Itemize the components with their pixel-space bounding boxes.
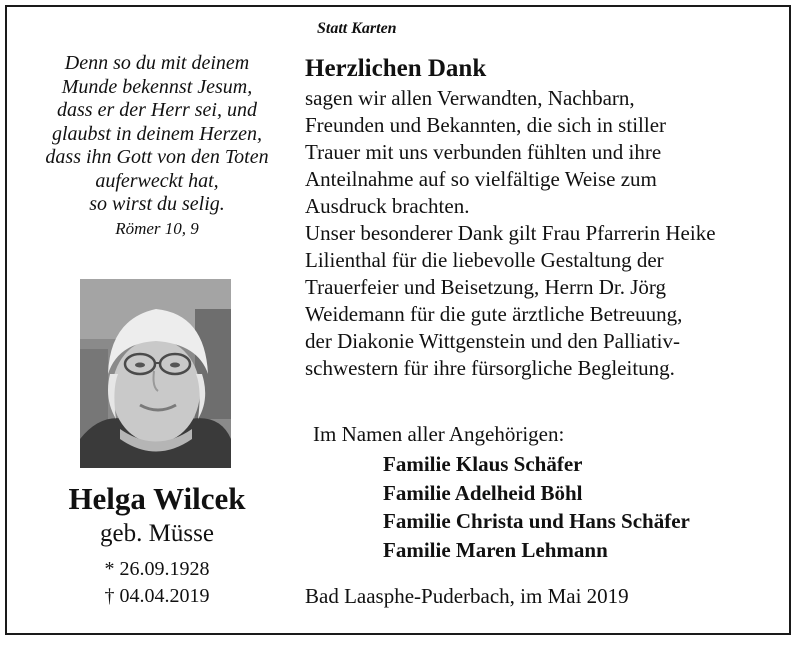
verse-line: glaubst in deinem Herzen, — [52, 122, 262, 145]
birth-date: * 26.09.1928 — [104, 558, 210, 580]
place-date: Bad Laasphe-Puderbach, im Mai 2019 — [305, 584, 629, 608]
signature-intro: Im Namen aller Angehörigen: — [313, 422, 565, 446]
text-line: sagen wir allen Verwandten, Nachbarn, — [305, 86, 635, 110]
text-line: schwestern für ihre fürsorgliche Begleitung. — [305, 356, 675, 380]
bible-verse — [22, 52, 292, 241]
text-line: Anteilnahme auf so vielfältige Weise zum — [305, 167, 657, 191]
text-line: Trauerfeier und Beisetzung, Herrn Dr. Jörg — [305, 275, 666, 299]
family-name: Familie Adelheid Böhl — [383, 480, 583, 505]
deceased-name: Helga Wilcek — [68, 481, 246, 516]
portrait-photo — [80, 279, 231, 468]
verse-reference: Römer 10, 9 — [115, 218, 199, 238]
text-line: Weidemann für die gute ärztliche Betreuung, — [305, 302, 683, 326]
verse-line: Denn so du mit deinem — [64, 52, 250, 74]
text-line: der Diakonie Wittgenstein und den Palliativ- — [305, 329, 680, 353]
death-date: † 04.04.2019 — [104, 585, 210, 607]
text-line: Trauer mit uns verbunden fühlten und ihre — [305, 140, 662, 164]
text-line: Lilienthal für die liebevolle Gestaltung der — [305, 248, 664, 272]
verse-line: auferweckt hat, — [95, 169, 219, 192]
family-name: Familie Klaus Schäfer — [383, 452, 583, 476]
text-line: Ausdruck brachten. — [305, 194, 470, 218]
text-line: Freunden und Bekannten, die sich in stiller — [305, 113, 667, 137]
life-dates — [22, 556, 292, 610]
statt-karten-label: Statt Karten — [317, 20, 397, 37]
family-list — [383, 450, 690, 564]
verse-line: dass er der Herr sei, und — [57, 99, 257, 121]
verse-line: dass ihn Gott von den Toten — [45, 146, 269, 168]
verse-line: so wirst du selig. — [89, 193, 225, 215]
text-line: Unser besonderer Dank gilt Frau Pfarrerin Heike — [305, 221, 716, 245]
family-name: Familie Christa und Hans Schäfer — [383, 509, 690, 533]
verse-line: Munde bekennst Jesum, — [61, 75, 253, 98]
family-name: Familie Maren Lehmann — [383, 537, 608, 562]
thanks-text — [305, 85, 785, 382]
thanks-heading: Herzlichen Dank — [305, 55, 487, 82]
birth-name: geb. Müsse — [100, 520, 214, 547]
